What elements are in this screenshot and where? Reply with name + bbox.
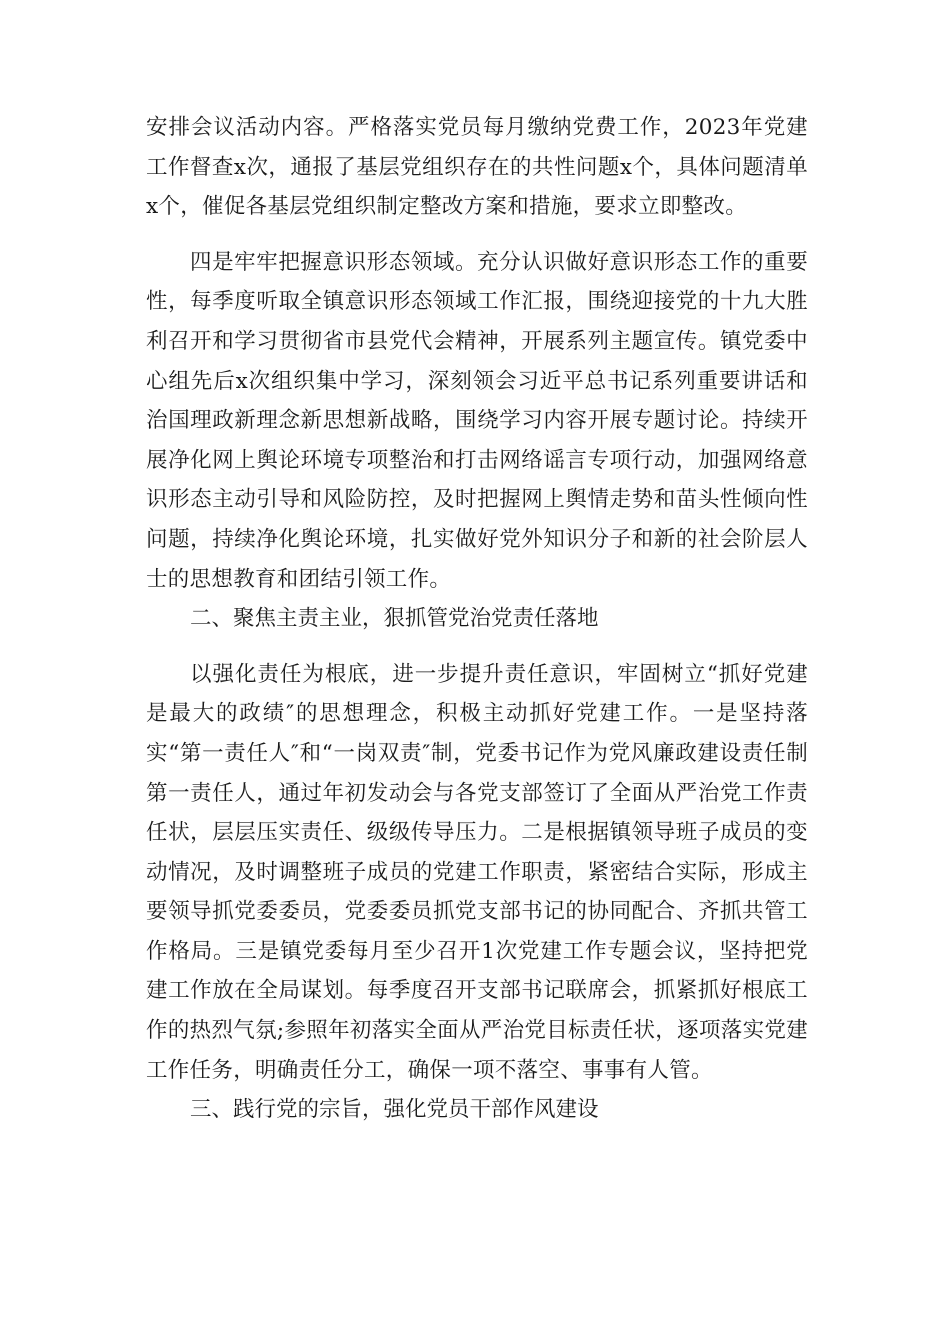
section-heading-2: 二、聚焦主责主业，狠抓管党治党责任落地 — [190, 606, 599, 632]
document-page — [146, 108, 808, 1130]
paragraph-responsibility: 以强化责任为根底，进一步提升责任意识，牢固树立“抓好党建是最大的政绩″的思想理念，积极主动抓好党建工作。一是坚持落实“第一责任人″和“一岗双责″制，党委书记作为党风廉政建设责任制第一责任人，通过年初发动会与各党支部签订了全面从严治党工作责任状，层层压实责任、级级传导压力。二是根据镇领导班子成员的变动情况，及时调整班子成员的党建工作职责，紧密结合实际，形成主要领导抓党委委员，党委委员抓党支部书记的协同配合、齐抓共管工作格局。三是镇党委每月至少召开1次党建工作专题会议，坚持把党建工作放在全局谋划。每季度召开支部书记联席会，抓紧抓好根底工作的热烈气氛;参照年初落实全面从严治党目标责任状，逐项落实党建工作任务，明确责任分工，确保一项不落空、事事有人管。 — [146, 661, 808, 1083]
section-heading-3: 三、践行党的宗旨，强化党员干部作风建设 — [190, 1097, 599, 1123]
paragraph-ideology-field: 四是牢牢把握意识形态领域。充分认识做好意识形态工作的重要性，每季度听取全镇意识形态领域工作汇报，围绕迎接党的十九大胜利召开和学习贯彻省市县党代会精神，开展系列主题宣传。镇党委中心组先后x次组织集中学习，深刻领会习近平总书记系列重要讲话和治国理政新理念新思想新战略，围绕学习内容开展专题讨论。持续开展净化网上舆论环境专项整治和打击网络谣言专项行动，加强网络意识形态主动引导和风险防控，及时把握网上舆情走势和苗头性倾向性问题，持续净化舆论环境，扎实做好党外知识分子和新的社会阶层人士的思想教育和团结引领工作。 — [146, 249, 808, 592]
paragraph-party-fee-inspection: 安排会议活动内容。严格落实党员每月缴纳党费工作，2023年党建工作督查x次，通报了基层党组织存在的共性问题x个，具体问题清单x个，催促各基层党组织制定整改方案和措施，要求立即整改。 — [146, 115, 808, 220]
